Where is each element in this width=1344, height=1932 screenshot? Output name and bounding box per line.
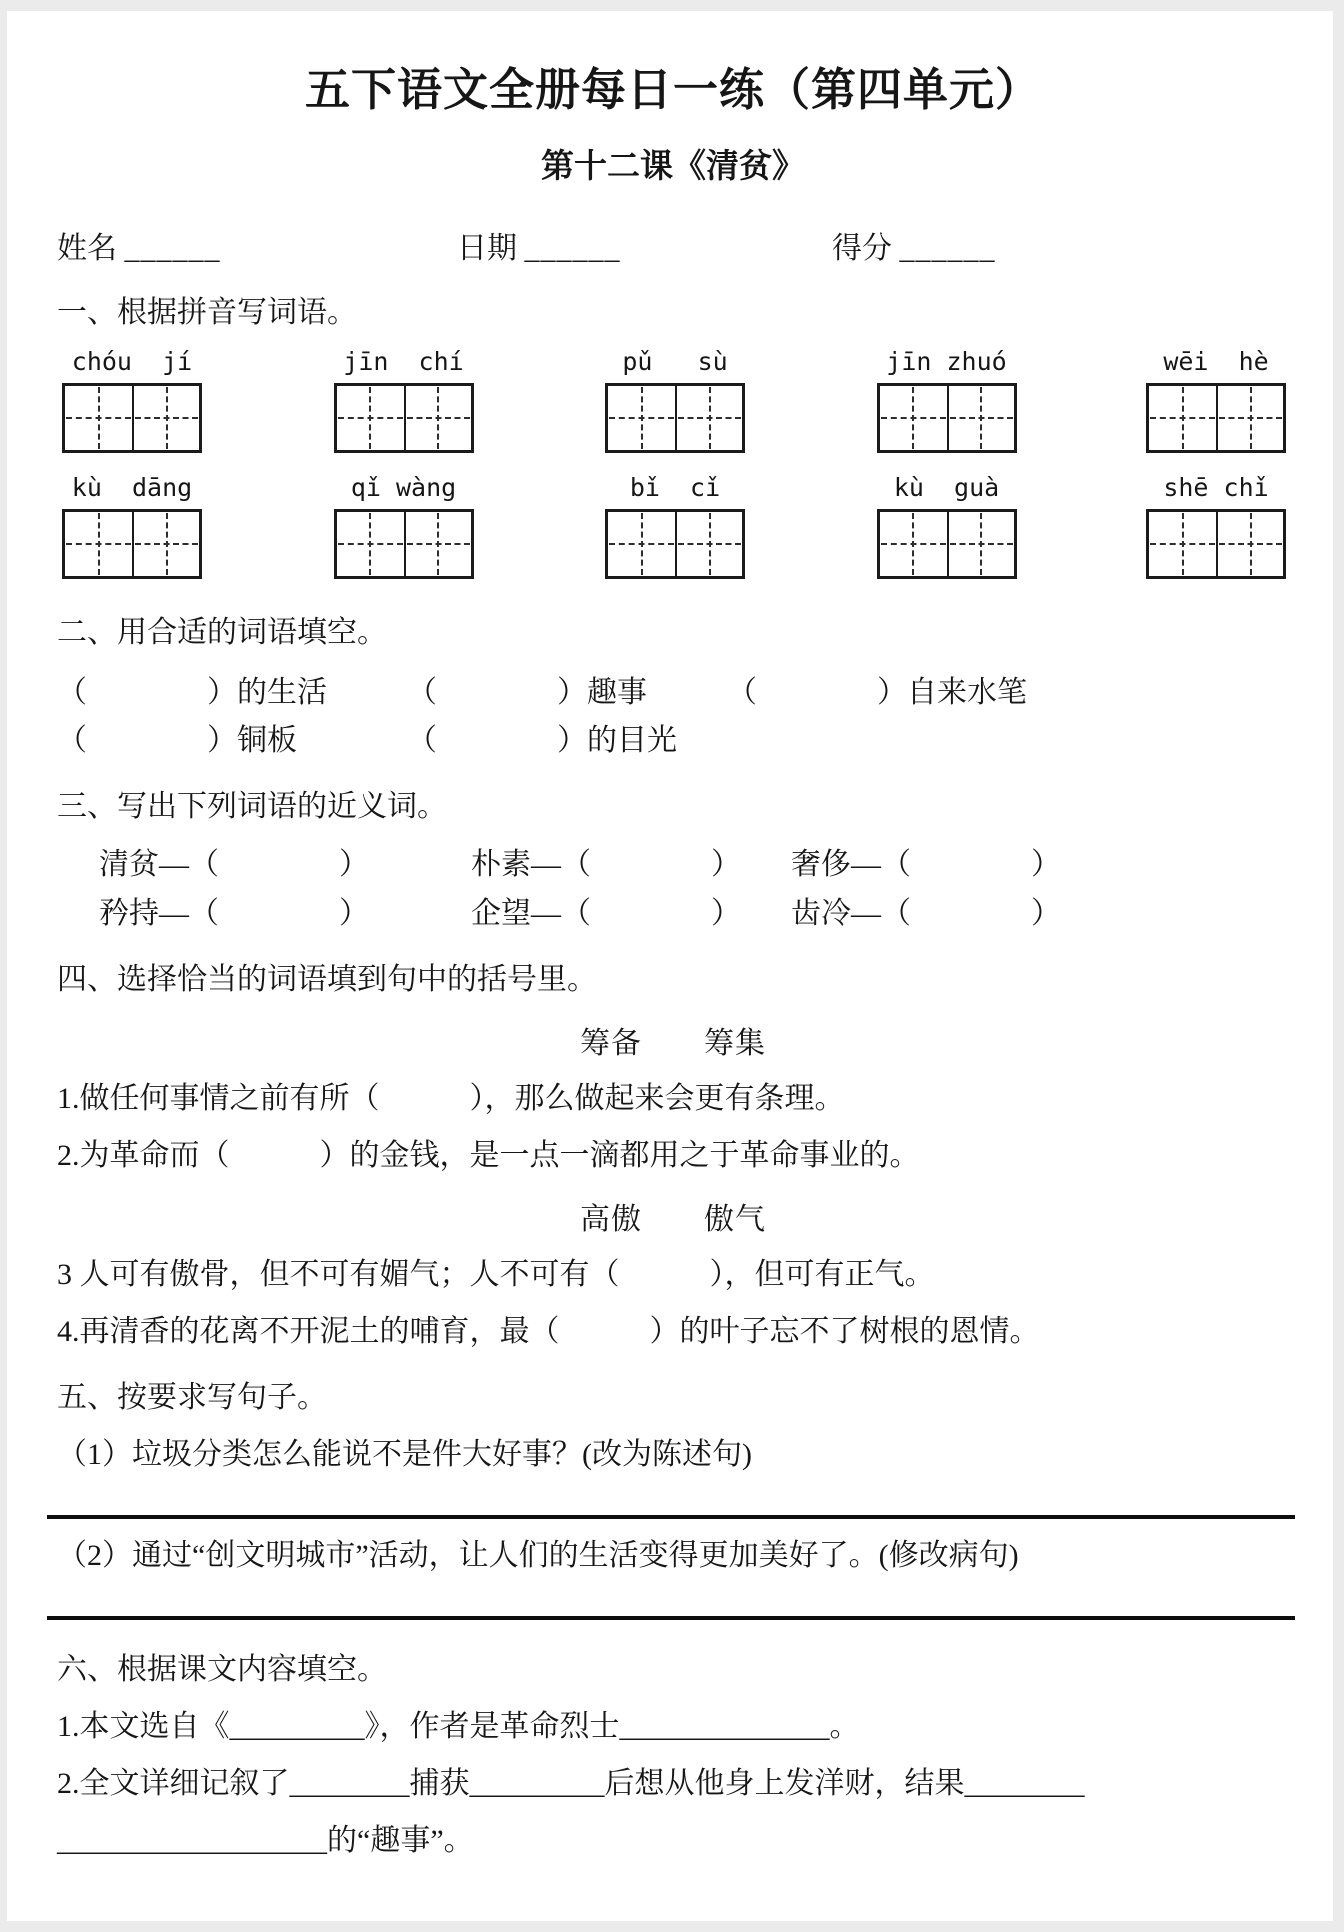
score-field [832,223,1289,267]
fill-blank-item[interactable]: （ ）铜板 [57,724,297,757]
pinyin-grid-row-2 [57,473,1289,579]
writing-grid[interactable] [1146,509,1286,579]
synonyms-grid [57,845,1289,934]
section-pinyin-words [57,293,1289,579]
writing-grid[interactable] [605,383,745,453]
course-fill-item-2-continued[interactable]: __________________的“趣事”。 [57,1824,474,1857]
synonym-item[interactable]: 朴素—（ ） [471,848,741,881]
choose-item-3[interactable]: 3 人可有傲骨，但不可有媚气；人不可有（ ），但可有正气。 [57,1258,935,1291]
writing-grid[interactable] [877,383,1017,453]
pinyin-label: pǔ sù [622,347,728,376]
section-5-heading: 五、按要求写句子。 [57,1381,327,1414]
synonym-item[interactable]: 奢侈—（ ） [791,848,1061,881]
name-field [57,223,457,267]
section-3-heading: 三、写出下列词语的近义词。 [57,790,447,823]
word-bank-2: 高傲 傲气 [580,1203,766,1236]
pinyin-word-column [600,473,750,579]
info-row [57,223,1289,267]
fill-blank-item[interactable]: （ ）趣事 [407,676,647,709]
section-sentences [57,1378,1289,1620]
section-text-fill [57,1650,1289,1861]
pinyin-word-column [872,473,1022,579]
writing-grid[interactable] [334,509,474,579]
synonym-item[interactable]: 清贫—（ ） [99,848,369,881]
pinyin-label: shē chǐ [1163,473,1269,502]
section-6-heading: 六、根据课文内容填空。 [57,1653,387,1686]
answer-line[interactable] [47,1616,1295,1620]
section-synonyms [57,787,1289,934]
choose-item-1[interactable]: 1.做任何事情之前有所（ ），那么做起来会更有条理。 [57,1082,845,1115]
pinyin-word-column [57,473,207,579]
synonym-item[interactable]: 企望—（ ） [471,897,741,930]
pinyin-word-column [329,347,479,453]
course-fill-item-2[interactable]: 2.全文详细记叙了________捕获_________后想从他身上发洋财，结果________ [57,1767,1085,1800]
writing-grid[interactable] [62,509,202,579]
section-2-heading: 二、用合适的词语填空。 [57,616,387,649]
writing-grid[interactable] [605,509,745,579]
answer-line[interactable] [47,1515,1295,1519]
fill-blank-item[interactable]: （ ）的目光 [407,724,677,757]
pinyin-label: jīn chí [343,347,464,376]
name-label: 姓名 [57,232,117,265]
worksheet-page [7,11,1333,1921]
writing-grid[interactable] [1146,383,1286,453]
fill-blank-item[interactable]: （ ）的生活 [57,676,327,709]
page-title: 五下语文全册每日一练（第四单元） [304,65,1041,115]
choose-item-2[interactable]: 2.为革命而（ ）的金钱，是一点一滴都用之于革命事业的。 [57,1139,920,1172]
pinyin-label: kù guà [893,473,1000,502]
section-1-heading: 一、根据拼音写词语。 [57,296,357,329]
section-fill-words [57,613,1289,761]
word-bank-1: 筹备 筹集 [580,1027,766,1060]
pinyin-word-column [329,473,479,579]
fill-words-grid [57,673,1289,761]
pinyin-grid-row-1 [57,347,1289,453]
lesson-subtitle: 第十二课《清贫》 [541,149,805,185]
section-choose-words [57,960,1289,1352]
sentence-item-2: （2）通过“创文明城市”活动，让人们的生活变得更加美好了。(修改病句) [57,1539,1019,1572]
date-label: 日期 [457,232,517,265]
pinyin-label: jīn zhuó [886,347,1007,376]
writing-grid[interactable] [334,383,474,453]
pinyin-label: qǐ wàng [350,473,457,502]
pinyin-word-column [1143,473,1289,579]
choose-item-4[interactable]: 4.再清香的花离不开泥土的哺育，最（ ）的叶子忘不了树根的恩情。 [57,1315,1040,1348]
pinyin-word-column [1143,347,1289,453]
score-label: 得分 [832,232,892,265]
score-blank[interactable]: ______ [899,232,996,265]
writing-grid[interactable] [877,509,1017,579]
synonym-item[interactable]: 齿冷—（ ） [791,897,1061,930]
writing-grid[interactable] [62,383,202,453]
course-fill-item-1[interactable]: 1.本文选自《_________》，作者是革命烈士______________。 [57,1710,860,1743]
date-field [457,223,832,267]
pinyin-label: chóu jí [71,347,193,376]
section-4-heading: 四、选择恰当的词语填到句中的括号里。 [57,963,597,996]
pinyin-word-column [57,347,207,453]
fill-blank-item[interactable]: （ ）自来水笔 [727,676,1027,709]
pinyin-word-column [600,347,750,453]
synonym-item[interactable]: 矜持—（ ） [99,897,369,930]
pinyin-label: wēi hè [1163,347,1269,376]
name-blank[interactable]: ______ [124,232,221,265]
sentence-item-1: （1）垃圾分类怎么能说不是件大好事？(改为陈述句) [57,1438,752,1471]
date-blank[interactable]: ______ [524,232,621,265]
pinyin-label: bǐ cǐ [629,473,721,502]
pinyin-label: kù dāng [71,473,193,502]
pinyin-word-column [872,347,1022,453]
